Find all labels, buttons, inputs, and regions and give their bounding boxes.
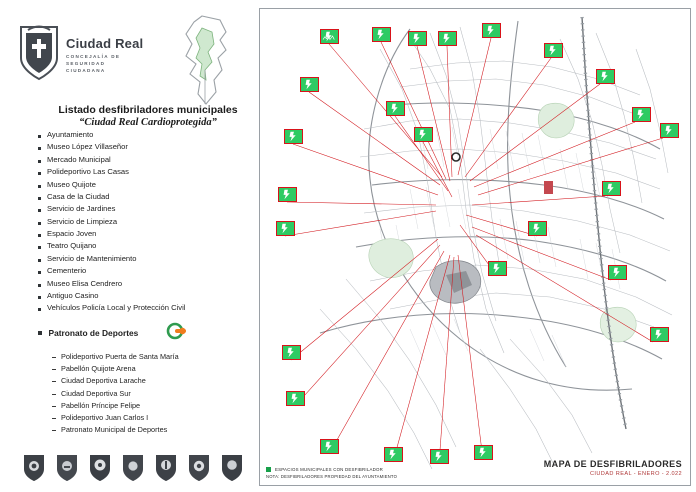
aed-defibrillator-icon[interactable] [286, 391, 305, 406]
list-item-label: Mercado Municipal [47, 154, 111, 164]
list-item-label: Ciudad Deportiva Sur [61, 388, 131, 398]
aed-defibrillator-icon[interactable] [408, 31, 427, 46]
map-canvas [260, 9, 688, 483]
map-legend [266, 467, 456, 479]
list-item-label: Espacio Joven [47, 229, 97, 238]
list-item-label: Ciudad Deportiva Larache [61, 376, 146, 386]
bullet-dot-icon [38, 197, 41, 200]
aed-defibrillator-icon[interactable] [414, 127, 433, 142]
info-panel [0, 0, 258, 492]
bullet-dot-icon [38, 296, 41, 299]
legend-note: NOTA: DESFIBRILADORES PROPIEDAD DEL AYUNTAMIENTO [266, 474, 398, 479]
aed-defibrillator-icon[interactable] [608, 265, 627, 280]
list-item [38, 303, 253, 312]
bullet-dot-icon [38, 160, 41, 163]
dash-icon [52, 394, 56, 395]
dash-icon [52, 430, 56, 431]
list-item [52, 364, 252, 373]
list-item-label: Museo López Villaseñor [47, 142, 128, 152]
list-item-label: Ayuntamiento [47, 130, 94, 139]
list-item-label: Antiguo Casino [47, 290, 99, 300]
bullet-dot-icon [38, 284, 41, 287]
coat-of-arms-icon [18, 24, 60, 82]
list-item [38, 291, 253, 300]
list-item [38, 266, 253, 275]
bullet-dot-icon [38, 209, 41, 212]
patronato-deportes-logo-icon [166, 322, 188, 340]
legend-item [266, 467, 456, 472]
bullet-dot-icon [38, 222, 41, 225]
aed-defibrillator-icon[interactable] [482, 23, 501, 38]
list-item [52, 389, 252, 398]
bullet-dot-icon [38, 308, 41, 311]
police-badge-icon [187, 452, 211, 482]
brand-text [66, 36, 143, 74]
aed-defibrillator-icon[interactable] [430, 449, 449, 464]
bullet-dot-icon [38, 135, 41, 138]
police-badge-icon [55, 452, 79, 482]
legend-label: ESPACIOS MUNICIPALES CON DESFIBRILADOR [275, 467, 383, 472]
list-item [38, 130, 253, 139]
list-item [38, 229, 253, 238]
list-item-label: Servicio de Mantenimiento [47, 253, 137, 263]
aed-defibrillator-icon[interactable] [300, 77, 319, 92]
list-item [52, 401, 252, 410]
list-item-label: Pabellón Príncipe Felipe [61, 400, 141, 410]
aed-defibrillator-icon[interactable] [596, 69, 615, 84]
bullet-dot-icon [38, 234, 41, 237]
list-item [38, 217, 253, 226]
list-item-label: Pabellón Quijote Arena [61, 364, 136, 374]
police-badge-icon [88, 452, 112, 482]
dash-icon [52, 418, 56, 419]
list-item [38, 279, 253, 288]
aed-defibrillator-icon[interactable] [602, 181, 621, 196]
list-item [38, 254, 253, 263]
city-map[interactable] [259, 8, 691, 486]
aed-defibrillator-icon[interactable] [276, 221, 295, 236]
dash-icon [52, 381, 56, 382]
police-badge-icon [22, 452, 46, 482]
aed-defibrillator-icon[interactable] [320, 439, 339, 454]
list-item [38, 180, 253, 189]
bullet-dot-icon [38, 331, 42, 335]
aed-defibrillator-icon[interactable] [278, 187, 297, 202]
aed-defibrillator-icon[interactable] [632, 107, 651, 122]
brand-header [18, 24, 148, 86]
aed-defibrillator-icon[interactable] [320, 29, 339, 44]
bullet-dot-icon [38, 172, 41, 175]
dash-icon [52, 369, 56, 370]
dash-icon [52, 357, 56, 358]
map-title: MAPA DE DESFIBRILADORES [543, 459, 682, 469]
patronato-label: Patronato de Deportes [48, 328, 139, 338]
bullet-dot-icon [38, 259, 41, 262]
patronato-facility-list [52, 352, 252, 437]
list-item [52, 352, 252, 361]
list-item-label: Casa de la Ciudad [47, 191, 110, 201]
list-item-label: Polideportivo Puerta de Santa María [61, 352, 179, 361]
municipality-outline-icon [172, 14, 242, 106]
aed-defibrillator-icon[interactable] [474, 445, 493, 460]
aed-defibrillator-icon[interactable] [660, 123, 679, 138]
list-item [52, 413, 252, 422]
aed-defibrillator-icon[interactable] [438, 31, 457, 46]
list-item-label: Polideportivo Juan Carlos I [61, 413, 149, 423]
list-item-label: Museo Quijote [47, 179, 96, 189]
aed-defibrillator-icon[interactable] [488, 261, 507, 276]
bullet-dot-icon [38, 147, 41, 150]
aed-defibrillator-icon[interactable] [372, 27, 391, 42]
aed-defibrillator-icon[interactable] [544, 43, 563, 58]
aed-defibrillator-icon[interactable] [284, 129, 303, 144]
list-item-label: Cementerio [47, 266, 87, 276]
list-item-label: Teatro Quijano [47, 241, 97, 251]
list-item [38, 192, 253, 201]
list-item [38, 142, 253, 151]
police-badge-icon [220, 452, 244, 482]
aed-defibrillator-icon[interactable] [528, 221, 547, 236]
list-item-label: Servicio de Limpieza [47, 216, 118, 226]
list-item [38, 241, 253, 250]
list-item-label: Vehículos Policía Local y Protección Civil [47, 303, 186, 313]
list-item-label: Museo Elisa Cendrero [47, 278, 123, 288]
page-title-line1: Listado desfibriladores municipales [58, 104, 238, 116]
brand-title: Ciudad Real [66, 36, 144, 51]
list-item [52, 376, 252, 385]
institutional-badges [22, 452, 244, 482]
list-item [38, 204, 253, 213]
list-item [38, 167, 253, 176]
facility-list [38, 130, 253, 316]
aed-defibrillator-icon[interactable] [384, 447, 403, 462]
bullet-dot-icon [38, 271, 41, 274]
list-item-label: Patronato Municipal de Deportes [61, 425, 168, 435]
map-subtitle: CIUDAD REAL - ENERO - 2.022 [589, 471, 682, 477]
list-item-label: Servicio de Jardines [47, 204, 116, 214]
bullet-dot-icon [38, 246, 41, 249]
police-badge-icon [121, 452, 145, 482]
bullet-dot-icon [38, 185, 41, 188]
dash-icon [52, 406, 56, 407]
list-item [52, 425, 252, 434]
brand-subtitle: CONCEJALÍA DE SEGURIDAD CIUDADANA [66, 54, 121, 74]
aed-defibrillator-icon[interactable] [650, 327, 669, 342]
aed-defibrillator-icon[interactable] [386, 101, 405, 116]
page-title [48, 104, 248, 128]
legend-swatch-icon [266, 467, 271, 472]
police-badge-icon [154, 452, 178, 482]
page-title-line2: “Ciudad Real Cardioprotegida” [79, 117, 217, 128]
patronato-heading [38, 328, 138, 338]
list-item [38, 155, 253, 164]
list-item-label: Polideportivo Las Casas [47, 167, 129, 177]
aed-defibrillator-icon[interactable] [282, 345, 301, 360]
map-title-block [544, 459, 682, 477]
